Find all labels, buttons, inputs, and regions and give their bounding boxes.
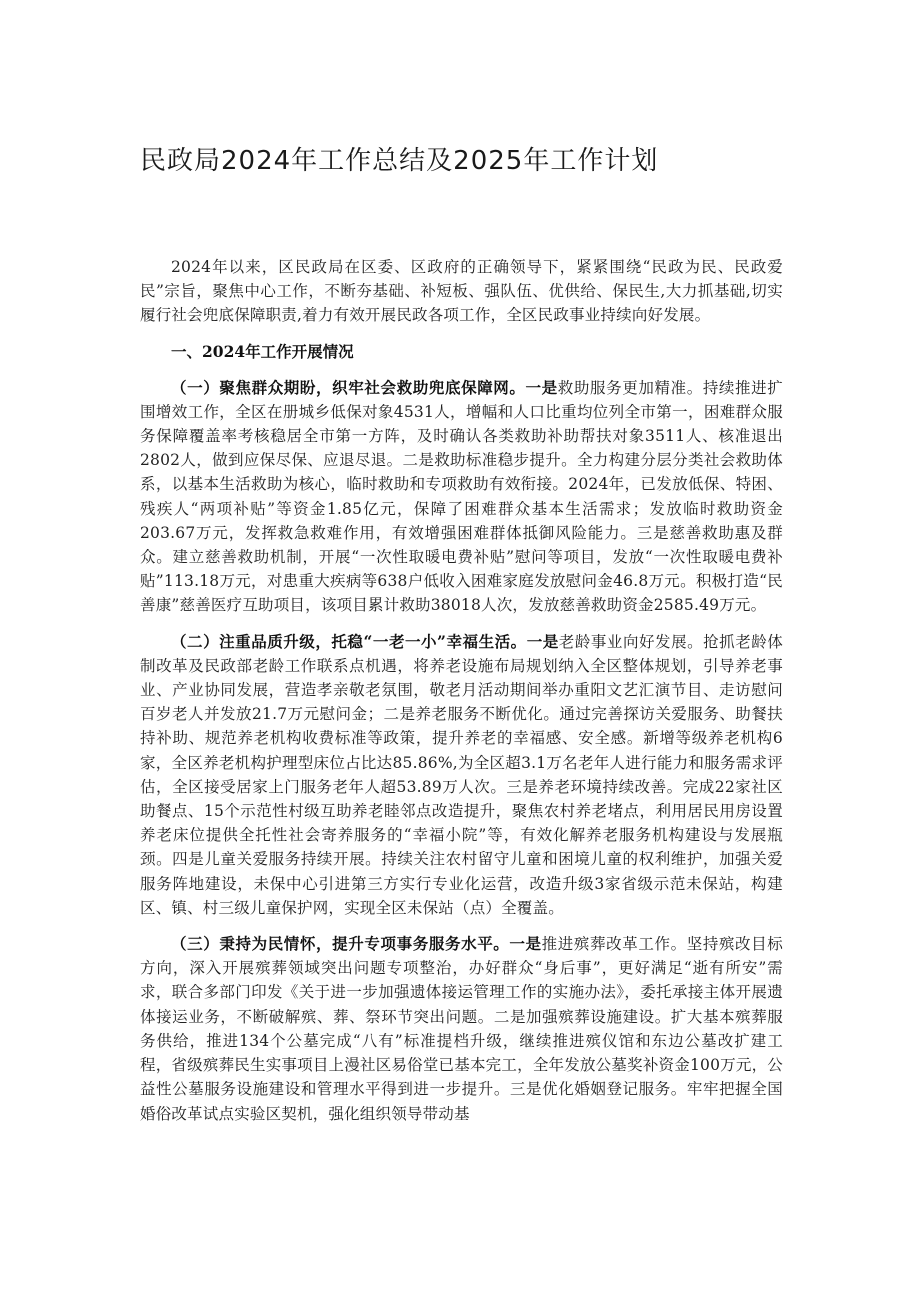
paragraph-special-affairs: [140, 932, 783, 1126]
paragraph-lead: （二）注重品质升级，托稳“一老一小”幸福生活。一是: [171, 631, 559, 651]
paragraph-social-assistance: [140, 376, 783, 618]
intro-paragraph: 2024年以来，区民政局在区委、区政府的正确领导下，紧紧围绕“民政为民、民政爱民”宗旨，聚焦中心工作，不断夯基础、补短板、强队伍、优供给、保民生,大力抓基础,切实履行社会兜底保障职责,着力有效开展民政各项工作，全区民政事业持续向好发展。: [140, 258, 783, 325]
paragraph-lead: （三）秉持为民情怀，提升专项事务服务水平。一是: [171, 934, 542, 954]
paragraph-text: 救助服务更加精准。持续推进扩围增效工作，全区在册城乡低保对象4531人，增幅和人口比重均位列全市第一，困难群众服务保障覆盖率考核稳居全市第一方阵，及时确认各类救助补助帮扶对象3511人、核准退出2802人，做到应保尽保、应退尽退。二是救助标准稳步提升。全力构建分层分类社会救助体系，以基本生活救助为核心，临时救助和专项救助有效衔接。2024年，已发放低保、特困、残疾人“两项补贴”等资金1.85亿元，保障了困难群众基本生活需求；发放临时救助资金203.67万元，发挥救急救难作用，有效增强困难群体抵御风险能力。三是慈善救助惠及群众。建立慈善救助机制，开展“一次性取暖电费补贴”慰问等项目，发放“一次性取暖电费补贴”113.18万元，对患重大疾病等638户低收入困难家庭发放慰问金46.8万元。积极打造“民善康”慈善医疗互助项目，该项目累计救助38018人次，发放慈善救助资金2585.49万元。: [140, 378, 783, 615]
paragraph-lead: （一）聚焦群众期盼，织牢社会救助兜底保障网。一是: [171, 377, 558, 397]
paragraph-text: 老龄事业向好发展。抢抓老龄体制改革及民政部老龄工作联系点机遇，将养老设施布局规划纳入全区整体规划，引导养老事业、产业协同发展，营造孝亲敬老氛围，敬老月活动期间举办重阳文艺汇演节目、走访慰问百岁老人并发放21.7万元慰问金；二是养老服务不断优化。通过完善探访关爱服务、助餐扶持补助、规范养老机构收费标准等政策，提升养老的幸福感、安全感。新增等级养老机构6家，全区养老机构护理型床位占比达85.86%,为全区超3.1万名老年人进行能力和服务需求评估，全区接受居家上门服务老年人超53.89万人次。三是养老环境持续改善。完成22家社区助餐点、15个示范性村级互助养老睦邻点改造提升，聚焦农村养老堵点，利用居民用房设置养老床位提供全托性社会寄养服务的“幸福小院”等，有效化解养老服务机构建设与发展瓶颈。四是儿童关爱服务持续开展。持续关注农村留守儿童和困境儿童的权利维护，加强关爱服务阵地建设，未保中心引进第三方实行专业化运营，改造升级3家省级示范未保站，构建区、镇、村三级儿童保护网，实现全区未保站（点）全覆盖。: [140, 632, 783, 917]
document-title: 民政局2024年工作总结及2025年工作计划: [140, 146, 659, 176]
paragraph-text: 推进殡葬改革工作。坚持殡改目标方向，深入开展殡葬领域突出问题专项整治，办好群众“身后事”，更好满足“逝有所安”需求，联合多部门印发《关于进一步加强遗体接运管理工作的实施办法》，委托承接主体开展遗体接运业务，不断破解殡、葬、祭环节突出问题。二是加强殡葬设施建设。扩大基本殡葬服务供给，推进134个公墓完成“八有”标准提档升级，继续推进殡仪馆和东边公墓改扩建工程，省级殡葬民生实事项目上漫社区易俗堂已基本完工，全年发放公墓奖补资金100万元，公益性公墓服务设施建设和管理水平得到进一步提升。三是优化婚姻登记服务。牢牢把握全国婚俗改革试点实验区契机，强化组织领导带动基: [140, 935, 783, 1123]
section-heading: 一、2024年工作开展情况: [171, 341, 354, 361]
paragraph-elderly-children: [140, 630, 783, 920]
document-body: [140, 255, 783, 1138]
